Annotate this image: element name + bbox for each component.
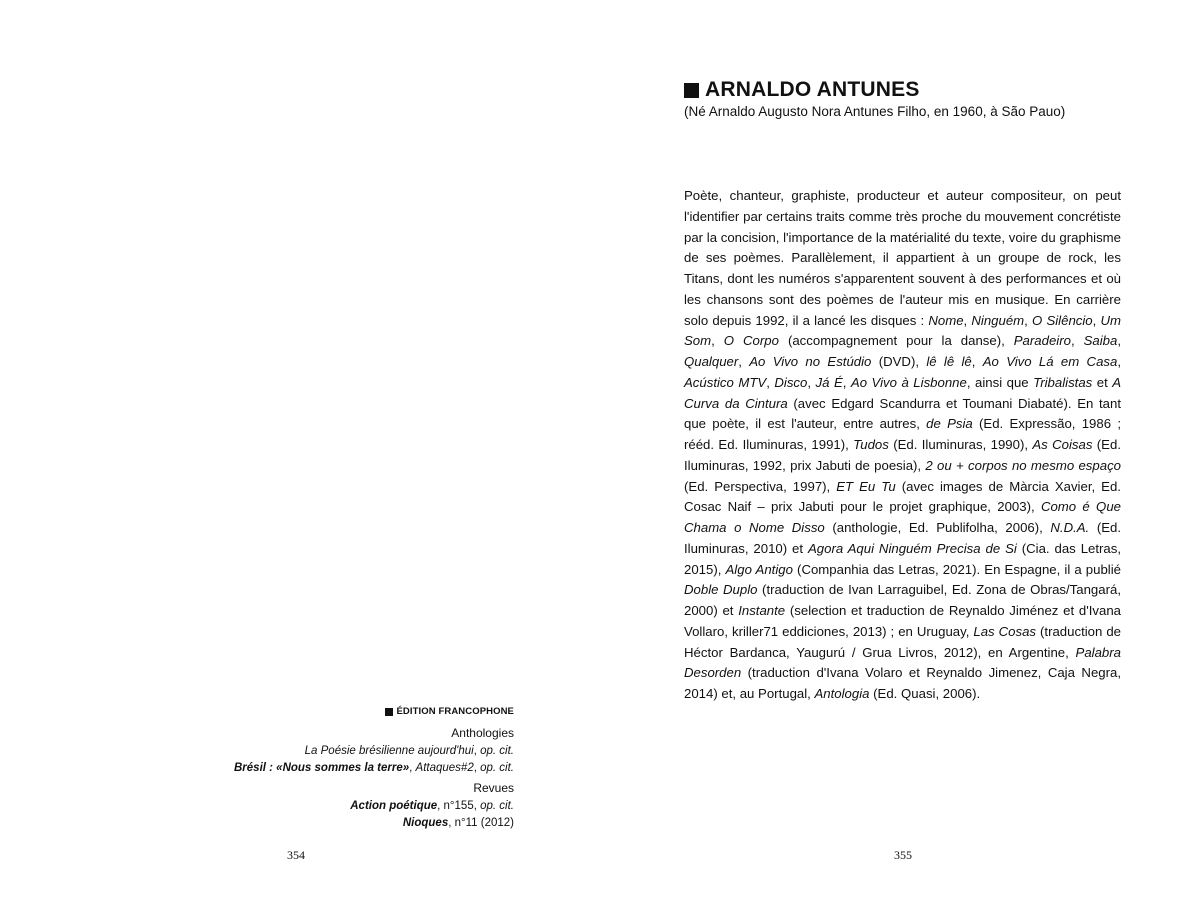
bio-text: , xyxy=(711,333,724,349)
work-title: Um Som xyxy=(684,312,1121,349)
bio-text: , xyxy=(738,354,750,369)
bio-text: , xyxy=(963,312,972,328)
work-title: lê lê lê xyxy=(926,354,972,369)
reference: op. cit. xyxy=(480,800,514,812)
right-page xyxy=(599,0,1198,904)
bio-text: (avec Edgard Scandurra et Toumani Diabaté). En tant que poète, il est l'auteur, entre autres, xyxy=(684,395,1121,432)
bio-text: , xyxy=(842,374,851,390)
revue-entry xyxy=(174,815,514,832)
bio-text: Poète, chanteur, graphiste, producteur et auteur compositeur, on peut l'identifier par certains traits comme très proche du mouvement concrétiste par la concision, l'importance de la matérialité du texte, voire du graphisme de ses poèmes. Parallèlement, il appartient à un groupe de rock, les Titans, dont les numéros s'apparentent souvent à des performances et où les chansons sont des poèmes de l'auteur mis en musique. En carrière solo depuis 1992, il a lancé les disques : xyxy=(684,188,1121,328)
revues-title: Revues xyxy=(473,781,514,795)
work-title: Palabra Desorden xyxy=(684,644,1121,681)
bio-text: (Ed. Iluminuras, 2010) et xyxy=(684,520,1122,556)
work-title: As Coisas xyxy=(1032,437,1093,452)
work-title: ET Eu Tu xyxy=(836,478,896,494)
bio-text: (Ed. Iluminuras, 1992, prix Jabuti de poesia), xyxy=(684,437,1121,473)
birth-info: (Né Arnaldo Augusto Nora Antunes Filho, en 1960, à São Pauo) xyxy=(684,104,1066,119)
revue-detail: , n°155, xyxy=(437,800,481,812)
revue-detail: , n°11 (2012) xyxy=(448,817,514,829)
work-title: Ao Vivo no Estúdio xyxy=(749,354,872,369)
work-title: N.D.A. xyxy=(1050,520,1090,535)
bio-text: , xyxy=(1117,354,1122,369)
page-number-right: 355 xyxy=(894,848,912,862)
separator: , xyxy=(473,745,481,757)
author-biography xyxy=(684,186,1121,705)
work-title: Tudos xyxy=(853,437,889,452)
work-title: Antologia xyxy=(814,686,870,701)
work-title: Acústico MTV xyxy=(684,374,767,390)
bio-text: (Ed. Iluminuras, 1990), xyxy=(888,437,1033,452)
bio-text: (selection et traduction de Reynaldo Jiménez et d'Ivana Vollaro, kriller71 eddiciones, 2013) ; en Uruguay, xyxy=(684,603,1121,639)
bio-text: (Ed. Perspectiva, 1997), xyxy=(684,478,837,494)
bio-text: (DVD), xyxy=(871,354,927,369)
bio-text: , xyxy=(1092,312,1101,328)
work-title: Agora Aqui Ninguém Precisa de Si xyxy=(807,540,1017,556)
separator: , xyxy=(473,762,481,774)
bio-text: (traduction de Héctor Bardanca, Yaugurú / Grua Livros, 2012), en Argentine, xyxy=(684,623,1121,660)
bio-text: , xyxy=(1117,333,1122,349)
revue-entry xyxy=(174,798,514,815)
anthologies-title: Anthologies xyxy=(451,726,514,740)
work-title: Ao Vivo Lá em Casa xyxy=(982,354,1118,369)
bio-text: (avec images de Màrcia Xavier, Ed. Cosac Naif – prix Jabuti pour le projet graphique, 2003), xyxy=(684,478,1121,515)
bio-text: et xyxy=(1092,374,1113,390)
work-title: Já É xyxy=(815,374,843,390)
bio-text: (Ed. Quasi, 2006). xyxy=(869,686,981,701)
bio-text: , xyxy=(1024,312,1033,328)
bio-text: , ainsi que xyxy=(966,374,1034,390)
bio-text: (Companhia das Letras, 2021). En Espagne, il a publié xyxy=(792,561,1122,577)
work-title: Paradeiro xyxy=(1013,333,1071,349)
work-title: Como é Que Chama o Nome Disso xyxy=(684,499,1121,535)
separator: , xyxy=(409,762,416,774)
work-title: O Silêncio xyxy=(1032,312,1093,328)
bio-text: (anthologie, Ed. Publifolha, 2006), xyxy=(824,520,1051,535)
anthology-entry xyxy=(174,743,514,760)
work-title: Algo Antigo xyxy=(725,561,793,577)
work-title: Tribalistas xyxy=(1033,374,1093,390)
reference: op. cit. xyxy=(480,762,514,774)
work-title: A Curva da Cintura xyxy=(684,374,1122,411)
square-bullet-icon xyxy=(385,708,393,716)
work-title: Las Cosas xyxy=(973,623,1037,639)
work-title: de Psia xyxy=(926,416,973,432)
revue-title: Nioques xyxy=(402,817,449,829)
work-title: 2 ou + corpos no mesmo espaço xyxy=(925,457,1121,473)
work-title: Saiba xyxy=(1083,333,1118,349)
bio-text: (traduction de Ivan Larraguibel, Ed. Zona de Obras/Tangará, 2000) et xyxy=(684,582,1121,618)
revue-title: Action poétique xyxy=(350,800,438,812)
bibliography-block xyxy=(174,706,514,832)
page-number-left: 354 xyxy=(287,848,305,862)
edition-heading xyxy=(174,706,514,717)
bio-text: , xyxy=(766,374,775,390)
work-title: Doble Duplo xyxy=(684,582,758,598)
work-title: Instante xyxy=(738,603,786,618)
bio-text: (accompagnement pour la danse), xyxy=(778,333,1014,349)
work-title: Nome xyxy=(928,312,964,328)
bio-text: (Ed. Expressão, 1986 ; rééd. Ed. Iluminuras, 1991), xyxy=(684,416,1121,452)
bio-text: (Cia. das Letras, 2015), xyxy=(684,540,1122,577)
bio-text: , xyxy=(971,354,983,369)
work-title: Qualquer xyxy=(684,354,739,369)
anthology-venue: Attaques#2 xyxy=(415,762,474,774)
work-title: Ninguém xyxy=(971,312,1025,328)
edition-heading-label: ÉDITION FRANCOPHONE xyxy=(396,706,514,717)
work-title: Disco xyxy=(774,374,808,390)
bio-text: (traduction d'Ivana Volaro et Reynaldo Jimenez, Caja Negra, 2014) et, au Portugal, xyxy=(684,665,1121,701)
bio-text: , xyxy=(807,374,816,390)
author-name: ARNALDO ANTUNES xyxy=(705,78,920,101)
bio-text: , xyxy=(1070,333,1084,349)
square-bullet-icon xyxy=(684,83,699,98)
author-heading xyxy=(684,78,920,102)
anthology-entry xyxy=(174,760,514,777)
work-title: Ao Vivo à Lisbonne xyxy=(850,374,967,390)
reference: op. cit. xyxy=(480,745,514,757)
anthology-title: Brésil : «Nous sommes la terre» xyxy=(234,762,410,774)
anthology-title: La Poésie brésilienne aujourd'hui xyxy=(304,745,474,757)
work-title: O Corpo xyxy=(723,333,779,349)
